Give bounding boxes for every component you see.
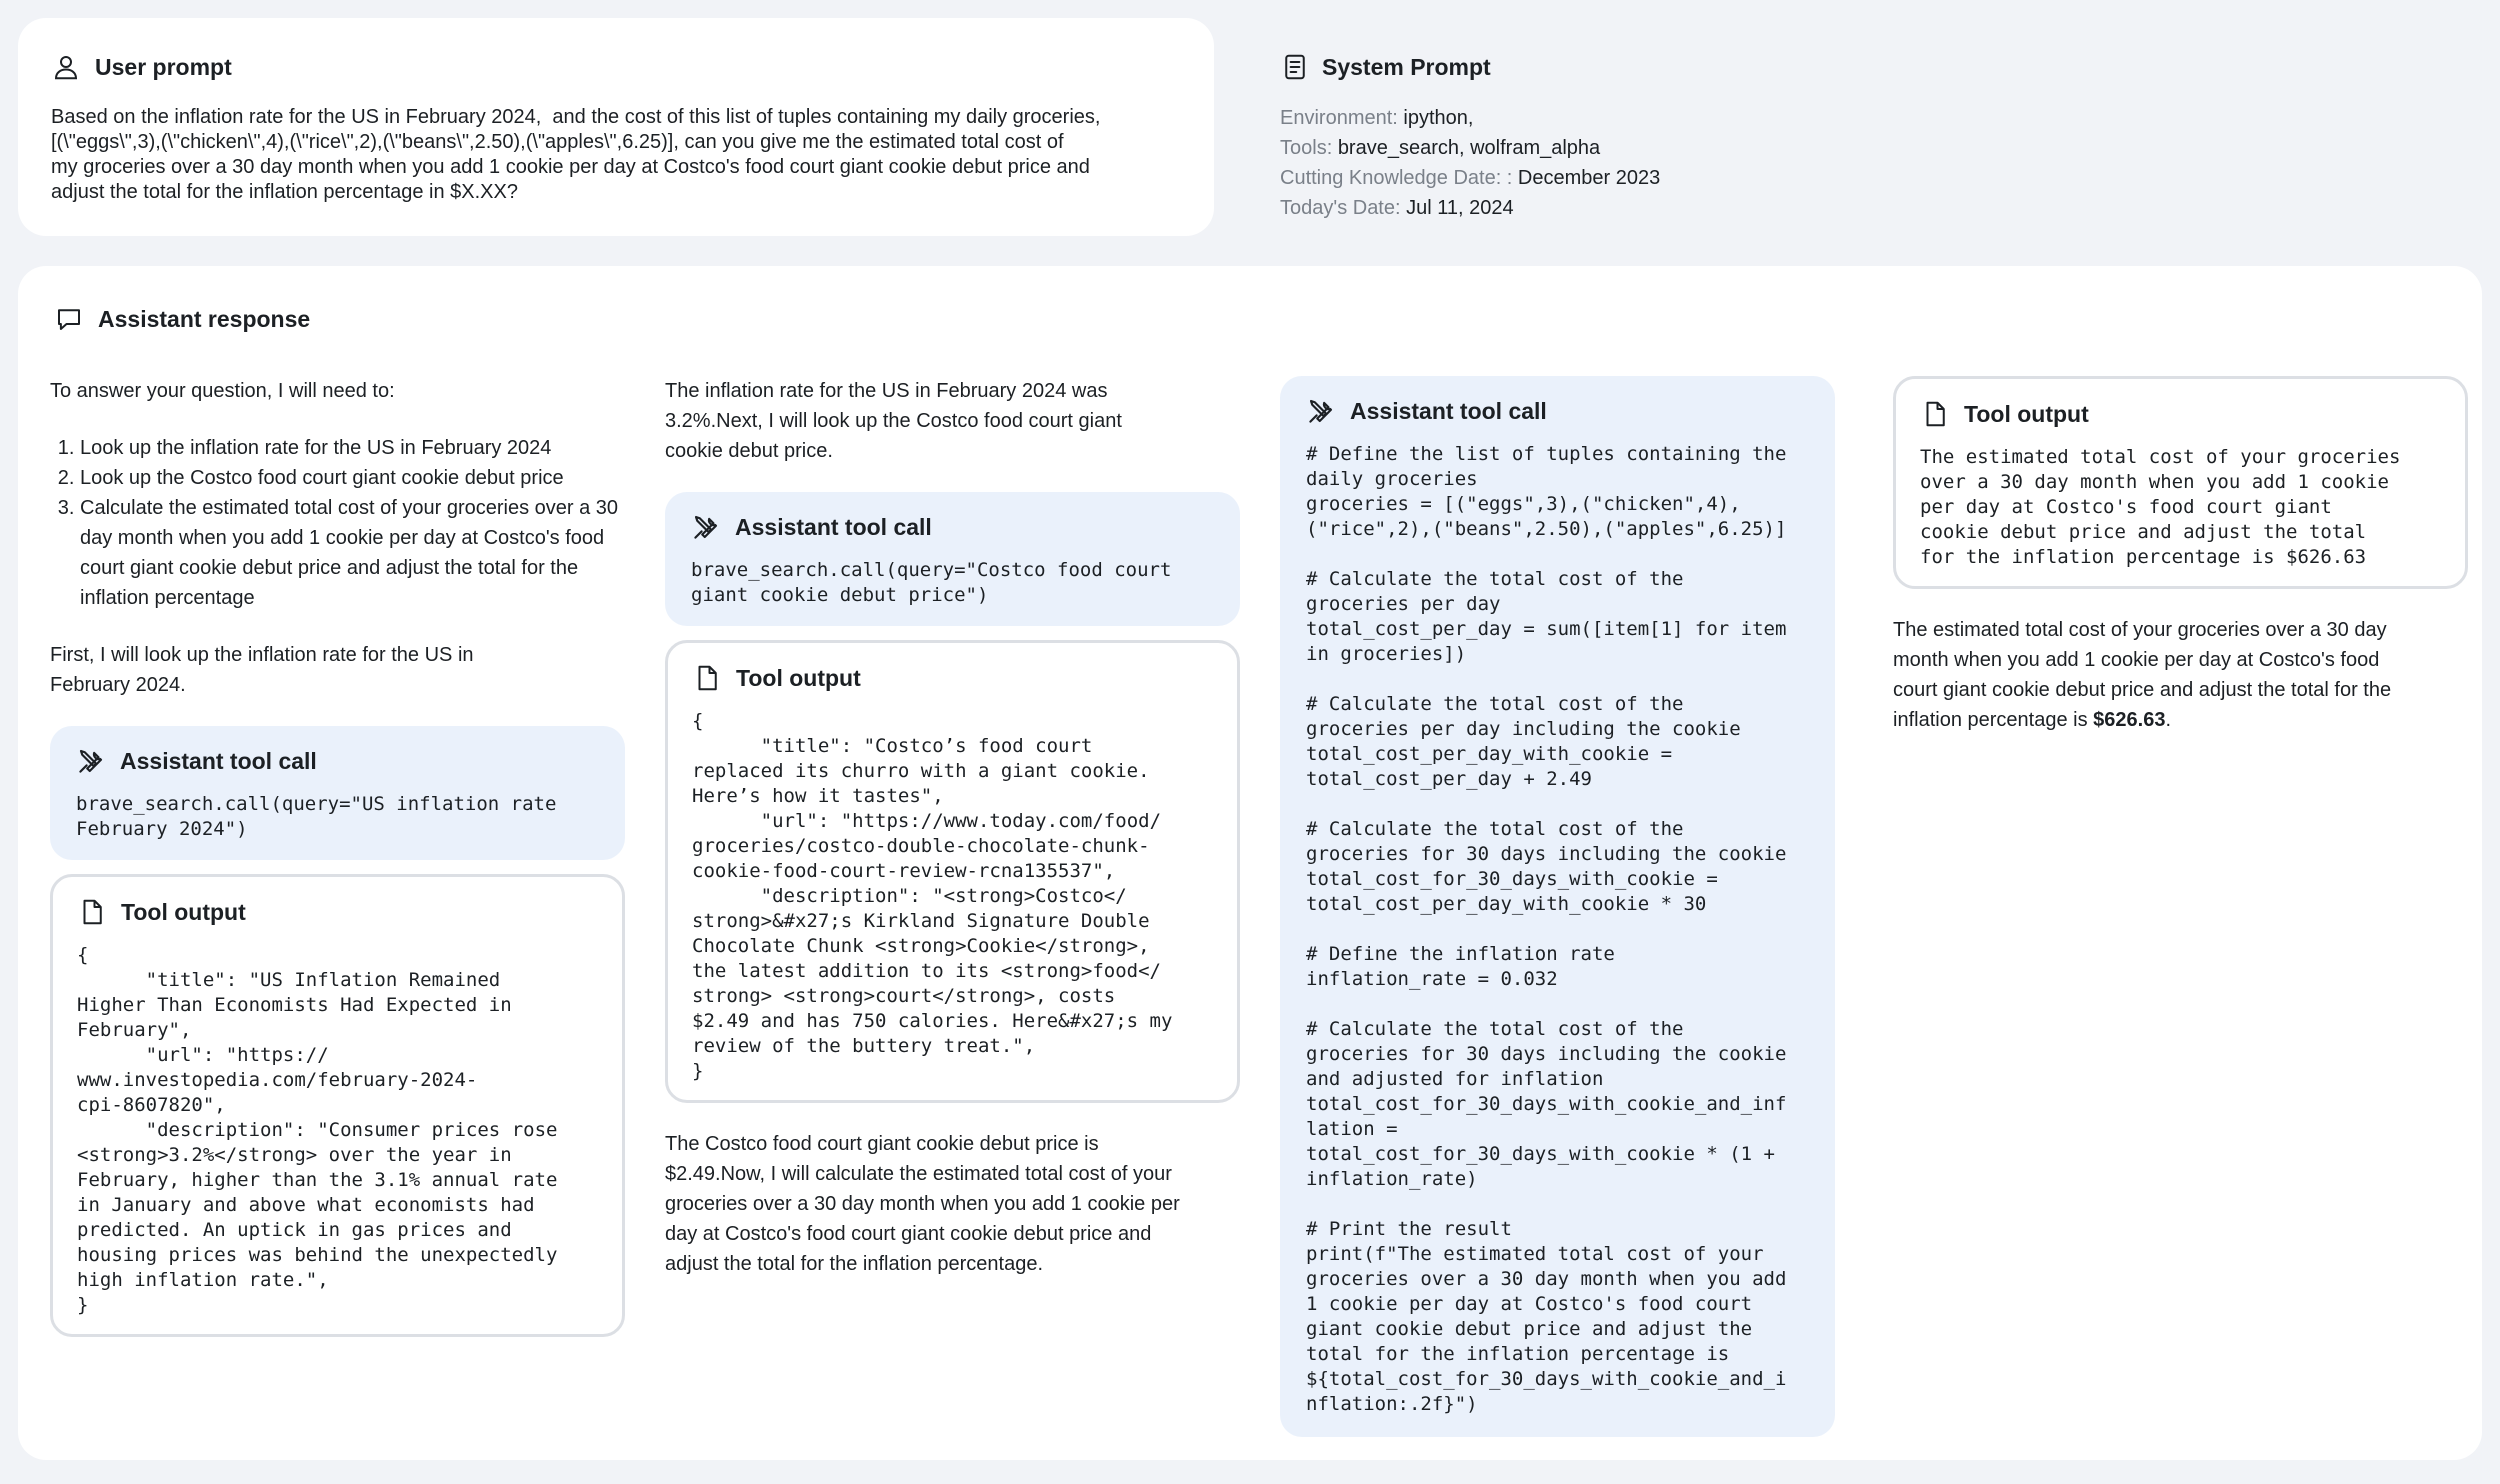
tool-call-title: Assistant tool call — [1350, 398, 1547, 424]
environment-label: Environment: — [1280, 107, 1404, 129]
tool-call-code: # Define the list of tuples containing the daily groceries groceries = [("eggs",3),("chicken",4), ("rice",2),("beans",2.50),("apples",6.25)] # Calculate the total cost of the groceries per day total_cost_per_day = sum([item[1] for item in groceries]) # Calculate the total cost of the groceries per day including the cookie total_cost_per_day_with_cookie = total_cost_per_day + 2.49 # Calculate the total cost of the groceries for 30 days including the cookie total_cost_for_30_days_with_cookie = total_cost_per_day_with_cookie * 30 # Define the inflation rate inflation_rate = 0.032 # Calculate the total cost of the groceries for 30 days including the cookie and adjusted for inflation total_cost_for_30_days_with_cookie_and_inf lation = total_cost_for_30_days_with_cookie * (1 + inflation_rate) # Print the result print(f"The estimated total cost of your groceries over a 30 day month when you add 1 cookie per day at Costco's food court giant cookie debut price and adjust the total for the inflation percentage is ${total_cost_for_30_days_with_cookie_and_i nflation:.2f}") — [1306, 443, 1787, 1415]
knowledge-date-line — [1280, 163, 1980, 193]
tool-call-title: Assistant tool call — [735, 514, 932, 540]
tool-call-header — [691, 512, 1214, 542]
cookie-price-text: The Costco food court giant cookie debut price is $2.49.Now, I will calculate the estimated total cost of your groceries over a 30 day month when you add 1 cookie per day at Costco's food court giant cookie debut price and adjust the total for the inflation percentage. — [665, 1133, 1180, 1275]
final-answer-body: The estimated total cost of your groceries over a 30 day month when you add 1 cookie per day at Costco's food court giant cookie debut price and adjust the total for the inflation percentage is — [1893, 619, 2392, 731]
response-column-4 — [1893, 376, 2468, 735]
final-answer-text — [1893, 615, 2468, 735]
tool-call-code: brave_search.call(query="US inflation rate February 2024") — [76, 793, 557, 840]
first-step-text: First, I will look up the inflation rate for the US in February 2024. — [50, 644, 474, 696]
tool-output-box — [50, 874, 625, 1337]
tool-output-header — [692, 663, 1213, 693]
assistant-response-card — [18, 266, 2482, 1460]
tool-output-title: Tool output — [121, 899, 246, 925]
tools-icon — [1306, 396, 1336, 426]
intro-text: To answer your question, I will need to: — [50, 380, 395, 402]
tools-icon — [76, 746, 106, 776]
system-prompt-header — [1280, 52, 1980, 82]
step-item: 3. Calculate the estimated total cost of your groceries over a 30 day month when you add 1 cookie per day at Costco's food court giant cookie debut price and adjust the total for the inflation percentage — [80, 493, 625, 613]
tools-line — [1280, 133, 1980, 163]
step-item: 2. Look up the Costco food court giant cookie debut price — [80, 463, 625, 493]
tools-icon — [691, 512, 721, 542]
final-answer-end: . — [2165, 709, 2171, 731]
user-icon — [51, 52, 81, 82]
tool-output-title: Tool output — [1964, 401, 2089, 427]
environment-value: ipython, — [1403, 107, 1474, 129]
final-answer-amount: $626.63 — [2093, 709, 2166, 731]
file-icon — [77, 897, 107, 927]
user-prompt-text: Based on the inflation rate for the US in February 2024, and the cost of this list of tuples containing my daily groceries, [(\"eggs\",3),(\"chicken\",4),(\"rice\",2),(\"beans\",2.50),(\"apples\",6.25)], can you give me the estimated total cost of my groceries over a 30 day month when you add 1 cookie per day at Costco's food court giant cookie debut price and adjust the total for the inflation percentage in $X.XX? — [51, 106, 1101, 203]
today-date-line — [1280, 193, 1980, 223]
system-prompt-title: System Prompt — [1322, 53, 1491, 80]
inflation-result-text: The inflation rate for the US in February 2024 was 3.2%.Next, I will look up the Costco food court giant cookie debut price. — [665, 380, 1122, 462]
tool-call-header — [1306, 396, 1809, 426]
system-prompt-block — [1280, 52, 1980, 223]
document-list-icon — [1280, 52, 1310, 82]
tool-call-box — [665, 492, 1240, 626]
tool-output-header — [1920, 399, 2441, 429]
tool-output-box — [1893, 376, 2468, 589]
user-prompt-card — [18, 18, 1214, 236]
knowledge-date-label: Cutting Knowledge Date: : — [1280, 167, 1518, 189]
today-date-label: Today's Date: — [1280, 197, 1407, 219]
response-column-1 — [50, 376, 625, 1337]
knowledge-date-value: December 2023 — [1517, 167, 1661, 189]
tool-call-code: brave_search.call(query="Costco food court giant cookie debut price") — [691, 559, 1172, 606]
tool-output-box — [665, 640, 1240, 1103]
chat-bubble-icon — [54, 304, 84, 334]
user-prompt-header — [51, 52, 1181, 82]
tool-output-code: The estimated total cost of your groceries over a 30 day month when you add 1 cookie per day at Costco's food court giant cookie debut price and adjust the total for the inflation percentage is $626.63 — [1920, 446, 2401, 568]
user-prompt-title: User prompt — [95, 53, 232, 80]
environment-line — [1280, 103, 1980, 133]
tool-call-box — [50, 726, 625, 860]
file-icon — [1920, 399, 1950, 429]
assistant-response-title: Assistant response — [98, 305, 311, 332]
tools-value: brave_search, wolfram_alpha — [1337, 137, 1601, 159]
system-prompt-lines — [1280, 103, 1980, 223]
step-item: 1. Look up the inflation rate for the US in February 2024 — [80, 433, 625, 463]
file-icon — [692, 663, 722, 693]
response-column-2 — [665, 376, 1240, 1279]
today-date-value: Jul 11, 2024 — [1406, 197, 1514, 219]
response-column-3 — [1280, 376, 1835, 1437]
tool-call-box — [1280, 376, 1835, 1437]
tool-output-code: { "title": "Costco’s food court replaced its churro with a giant cookie. Here’s how it tastes", "url": "https://www.today.com/food/ groceries/costco-double-chocolate-chunk- cookie-food-court-review-rcna135537", "description": "<strong>Costco</ strong>&#x27;s Kirkland Signature Double Chocolate Chunk <strong>Cookie</strong>, the latest addition to its <strong>food</ strong> <strong>court</strong>, costs $2.49 and has 750 calories. Here&#x27;s my review of the buttery treat.", } — [692, 710, 1173, 1082]
tool-output-title: Tool output — [736, 665, 861, 691]
assistant-response-header — [54, 304, 310, 334]
tool-output-header — [77, 897, 598, 927]
tool-output-code: { "title": "US Inflation Remained Higher Than Economists Had Expected in February", "url": "https:// www.investopedia.com/february-2024- cpi-8607820", "description": "Consumer prices rose <strong>3.2%</strong> over the year in February, higher than the 3.1% annual rate in January and above what economists had predicted. An uptick in gas prices and housing prices was behind the unexpectedly high inflation rate.", } — [77, 944, 558, 1316]
tools-label: Tools: — [1280, 137, 1338, 159]
tool-call-title: Assistant tool call — [120, 748, 317, 774]
tool-call-header — [76, 746, 599, 776]
step-list — [50, 433, 625, 613]
